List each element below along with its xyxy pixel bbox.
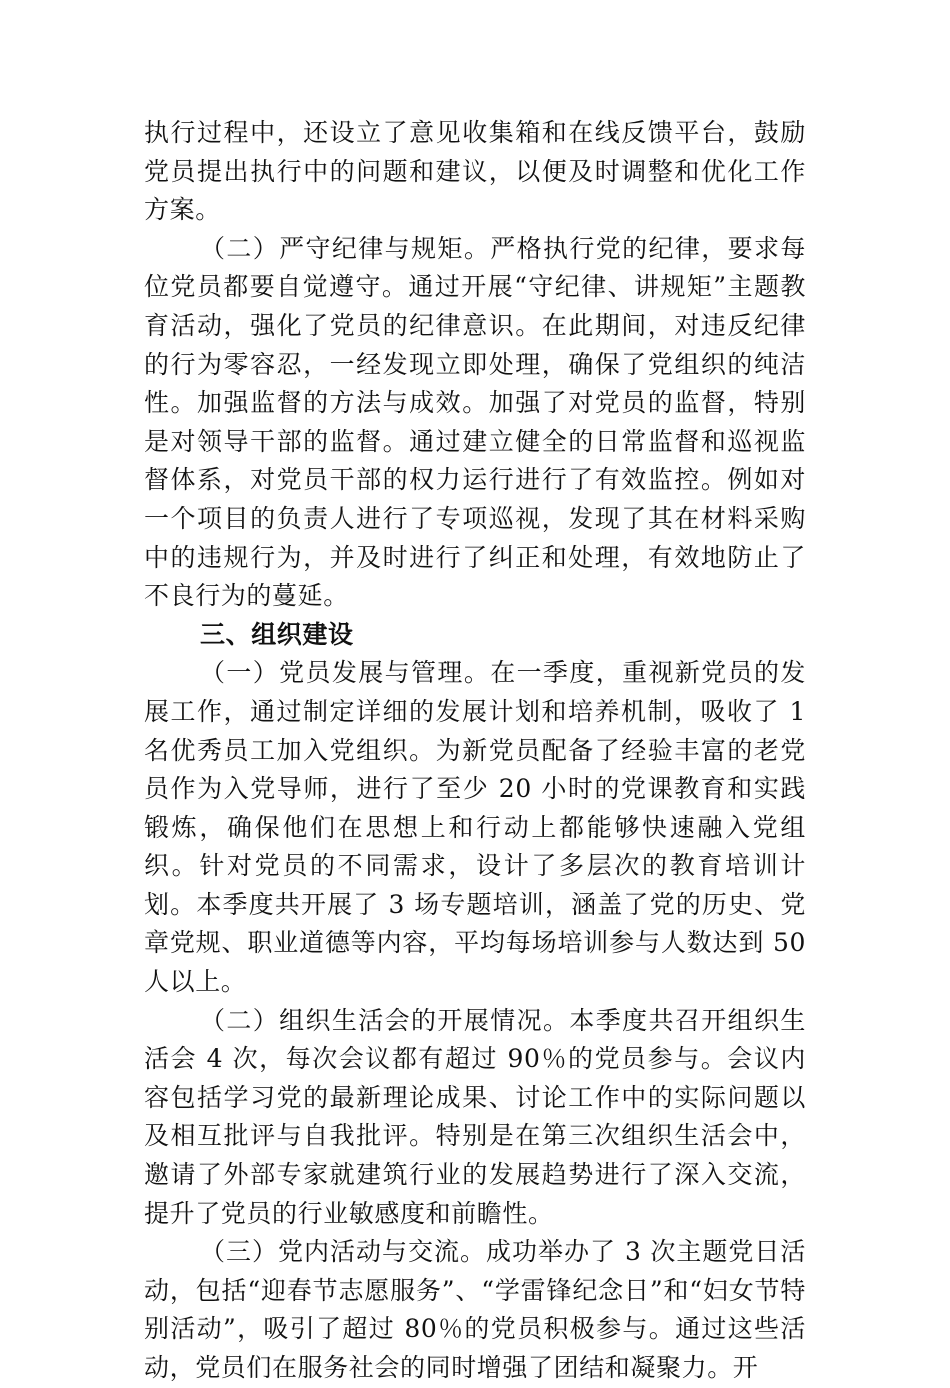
paragraph-lead: （二）组织生活会的开展情况。 — [200, 1005, 570, 1035]
paragraph-lead: （二）严守纪律与规矩。 — [200, 233, 491, 263]
paragraph-member-development — [144, 654, 806, 1001]
paragraph-lead: （三）党内活动与交流。 — [200, 1237, 486, 1267]
paragraph-execution-feedback — [144, 114, 806, 230]
paragraph-text: 严格执行党的纪律，要求每位党员都要自觉遵守。通过开展“守纪律、讲规矩”主题教育活动，强化了党员的纪律意识。在此期间，对违反纪律的行为零容忍，一经发现立即处理，确保了党组织的纯洁性。加强监督的方法与成效。加强了对党员的监督，特别是对领导干部的监督。通过建立健全的日常监督和巡视监督体系，对党员干部的权力运行进行了有效监控。例如对一个项目的负责人进行了专项巡视，发现了其在材料采购中的违规行为，并及时进行了纠正和处理，有效地防止了不良行为的蔓延。 — [144, 233, 806, 611]
paragraph-text: 成功举办了 3 次主题党日活动，包括“迎春节志愿服务”、“学雷锋纪念日”和“妇女节特别活动”，吸引了超过 80％的党员积极参与。通过这些活动，党员们在服务社会的同时增强了团结和凝聚力。开 — [144, 1237, 806, 1382]
paragraph-party-activities — [144, 1233, 806, 1387]
paragraph-organizational-meetings — [144, 1002, 806, 1234]
paragraph-text: 执行过程中，还设立了意见收集箱和在线反馈平台，鼓励党员提出执行中的问题和建议，以便及时调整和优化工作方案。 — [144, 118, 806, 225]
paragraph-discipline-rules — [144, 230, 806, 616]
document-page — [144, 114, 806, 1388]
paragraph-lead: （一）党员发展与管理。 — [200, 658, 491, 688]
paragraph-text: 在一季度，重视新党员的发展工作，通过制定详细的发展计划和培养机制，吸收了 1 名优秀员工加入党组织。为新党员配备了经验丰富的老党员作为入党导师，进行了至少 20 小时的党课教育和实践锻炼，确保他们在思想上和行动上都能够快速融入党组织。针对党员的不同需求，设计了多层次的教育培训计划。本季度共开展了 3 场专题培训，涵盖了党的历史、党章党规、职业道德等内容，平均每场培训参与人数达到 50 人以上。 — [144, 658, 806, 997]
paragraph-text: 本季度共召开组织生活会 4 次，每次会议都有超过 90％的党员参与。会议内容包括学习党的最新理论成果、讨论工作中的实际问题以及相互批评与自我批评。特别是在第三次组织生活会中，邀请了外部专家就建筑行业的发展趋势进行了深入交流，提升了党员的行业敏感度和前瞻性。 — [144, 1005, 806, 1228]
section-heading-organization: 三、组织建设 — [200, 619, 354, 649]
